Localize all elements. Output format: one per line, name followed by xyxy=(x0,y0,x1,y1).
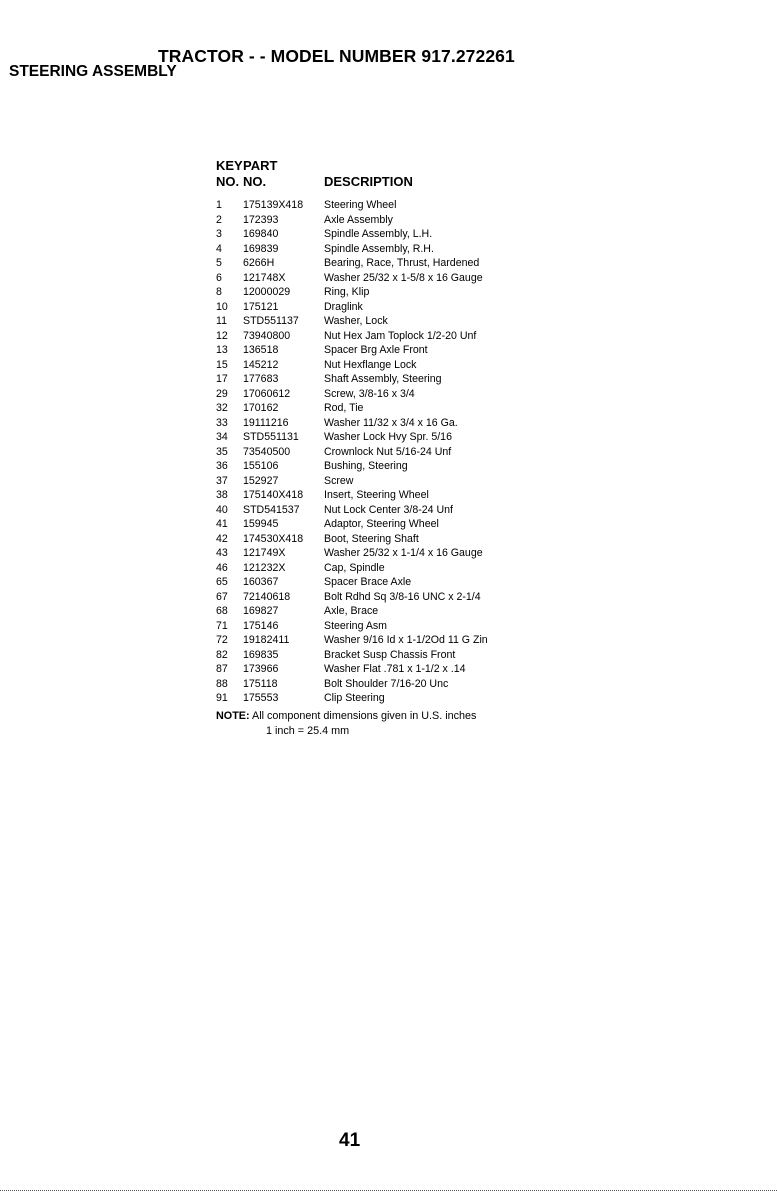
table-row xyxy=(216,590,576,605)
part-description: Spindle Assembly, L.H. xyxy=(324,228,433,240)
column-header-key-bottom: NO. xyxy=(216,174,240,189)
table-row xyxy=(216,488,576,503)
column-header-description: DESCRIPTION xyxy=(324,174,413,189)
key-number: 10 xyxy=(216,300,228,313)
key-number: 17 xyxy=(216,373,228,385)
table-row xyxy=(216,546,576,561)
key-number: 8 xyxy=(216,286,222,298)
part-description: Screw xyxy=(324,474,354,487)
key-number: 37 xyxy=(216,474,228,487)
part-number: 6266H xyxy=(243,257,275,269)
part-description: Washer 25/32 x 1-5/8 x 16 Gauge xyxy=(324,271,483,284)
table-row xyxy=(216,198,576,213)
key-number: 29 xyxy=(216,387,228,400)
part-number: STD551137 xyxy=(243,315,299,327)
part-number: 175553 xyxy=(243,692,279,704)
table-row xyxy=(216,387,576,402)
parts-list xyxy=(216,198,576,706)
part-number: 121232X xyxy=(243,561,286,574)
key-number: 91 xyxy=(216,692,228,704)
column-header-key-top: KEY xyxy=(216,158,243,173)
part-number: 169839 xyxy=(243,242,279,255)
part-description: Boot, Steering Shaft xyxy=(324,532,419,545)
table-row xyxy=(216,401,576,416)
key-number: 13 xyxy=(216,344,228,356)
part-number: 174530X418 xyxy=(243,532,304,545)
table-row xyxy=(216,633,576,648)
page-title: TRACTOR - - MODEL NUMBER 917.272261 xyxy=(158,46,515,66)
part-description: Washer 11/32 x 3/4 x 16 Ga. xyxy=(324,416,458,429)
key-number: 68 xyxy=(216,605,228,617)
part-number: STD551131 xyxy=(243,431,299,443)
part-number: 19111216 xyxy=(243,416,289,429)
part-number: 172393 xyxy=(243,213,279,226)
part-number: 72140618 xyxy=(243,590,291,603)
table-row xyxy=(216,575,576,590)
key-number: 67 xyxy=(216,590,228,603)
part-number: 160367 xyxy=(243,576,279,588)
table-row xyxy=(216,662,576,677)
table-row xyxy=(216,285,576,300)
table-row xyxy=(216,474,576,489)
key-number: 88 xyxy=(216,677,228,690)
part-description: Washer Flat .781 x 1-1/2 x .14 xyxy=(324,663,466,675)
part-description: Nut Lock Center 3/8-24 Unf xyxy=(324,503,453,516)
key-number: 33 xyxy=(216,416,228,429)
key-number: 72 xyxy=(216,634,228,646)
key-number: 12 xyxy=(216,329,228,342)
table-row xyxy=(216,242,576,257)
part-number: 177683 xyxy=(243,373,279,385)
page-number: 41 xyxy=(339,1130,361,1151)
table-row xyxy=(216,358,576,373)
table-row xyxy=(216,213,576,228)
part-number: 169835 xyxy=(243,648,279,661)
part-number: 19182411 xyxy=(243,634,290,646)
key-number: 36 xyxy=(216,460,228,472)
part-number: 145212 xyxy=(243,358,279,371)
bottom-rule xyxy=(0,1190,777,1191)
part-description: Adaptor, Steering Wheel xyxy=(324,518,439,530)
part-description: Washer, Lock xyxy=(324,315,388,327)
column-header-part-bottom: NO. xyxy=(243,174,267,189)
part-description: Steering Wheel xyxy=(324,199,397,211)
table-row xyxy=(216,604,576,619)
part-description: Steering Asm xyxy=(324,619,388,632)
key-number: 2 xyxy=(216,213,222,226)
table-row xyxy=(216,691,576,706)
key-number: 65 xyxy=(216,576,228,588)
part-number: 155106 xyxy=(243,460,279,472)
table-row xyxy=(216,648,576,663)
key-number: 35 xyxy=(216,445,228,458)
part-description: Washer 25/32 x 1-1/4 x 16 Gauge xyxy=(324,547,483,559)
part-description: Draglink xyxy=(324,300,363,313)
part-description: Screw, 3/8-16 x 3/4 xyxy=(324,387,415,400)
part-number: 121749X xyxy=(243,547,286,559)
unit-conversion: 1 inch = 25.4 mm xyxy=(266,725,350,737)
part-description: Washer 9/16 Id x 1-1/2Od 11 G Zin xyxy=(324,634,488,646)
key-number: 6 xyxy=(216,271,222,284)
part-number: 173966 xyxy=(243,663,279,675)
part-description: Washer Lock Hvy Spr. 5/16 xyxy=(324,431,452,443)
part-description: Rod, Tie xyxy=(324,402,364,414)
part-description: Nut Hex Jam Toplock 1/2-20 Unf xyxy=(324,329,477,342)
part-description: Spacer Brace Axle xyxy=(324,576,412,588)
part-number: 175146 xyxy=(243,619,279,632)
part-number: 12000029 xyxy=(243,286,291,298)
part-number: 73540500 xyxy=(243,445,291,458)
part-number: 175140X418 xyxy=(243,489,304,501)
table-row xyxy=(216,314,576,329)
key-number: 71 xyxy=(216,619,228,632)
table-row xyxy=(216,445,576,460)
column-header-part-top: PART xyxy=(243,158,278,173)
key-number: 32 xyxy=(216,402,228,414)
part-description: Cap, Spindle xyxy=(324,561,385,574)
key-number: 4 xyxy=(216,242,222,255)
part-description: Shaft Assembly, Steering xyxy=(324,373,442,385)
part-description: Nut Hexflange Lock xyxy=(324,358,417,371)
part-description: Bracket Susp Chassis Front xyxy=(324,648,456,661)
note-label: NOTE: xyxy=(216,710,250,722)
key-number: 34 xyxy=(216,431,228,443)
part-number: 175121 xyxy=(243,300,279,313)
section-title: STEERING ASSEMBLY xyxy=(9,63,177,80)
key-number: 87 xyxy=(216,663,228,675)
part-number: STD541537 xyxy=(243,503,300,516)
part-number: 169840 xyxy=(243,228,279,240)
key-number: 41 xyxy=(216,518,228,530)
part-number: 73940800 xyxy=(243,329,291,342)
part-description: Insert, Steering Wheel xyxy=(324,489,429,501)
key-number: 11 xyxy=(216,315,227,327)
table-row xyxy=(216,416,576,431)
table-row xyxy=(216,430,576,445)
part-number: 169827 xyxy=(243,605,279,617)
part-description: Bearing, Race, Thrust, Hardened xyxy=(324,257,480,269)
part-number: 121748X xyxy=(243,271,286,284)
key-number: 46 xyxy=(216,561,228,574)
table-row xyxy=(216,532,576,547)
table-row xyxy=(216,329,576,344)
part-description: Clip Steering xyxy=(324,692,385,704)
part-number: 159945 xyxy=(243,518,279,530)
part-description: Bolt Rdhd Sq 3/8-16 UNC x 2-1/4 xyxy=(324,590,481,603)
table-row xyxy=(216,503,576,518)
key-number: 1 xyxy=(216,199,222,211)
part-number: 152927 xyxy=(243,474,279,487)
part-description: Spacer Brg Axle Front xyxy=(324,344,428,356)
part-number: 175118 xyxy=(243,677,278,690)
key-number: 3 xyxy=(216,228,222,240)
part-description: Crownlock Nut 5/16-24 Unf xyxy=(324,445,452,458)
part-description: Axle, Brace xyxy=(324,605,379,617)
table-row xyxy=(216,300,576,315)
table-row xyxy=(216,256,576,271)
key-number: 5 xyxy=(216,257,222,269)
key-number: 42 xyxy=(216,532,228,545)
note-text: All component dimensions given in U.S. inches xyxy=(249,710,477,722)
key-number: 40 xyxy=(216,503,228,516)
part-number: 17060612 xyxy=(243,387,291,400)
key-number: 82 xyxy=(216,648,228,661)
key-number: 43 xyxy=(216,547,228,559)
part-description: Bushing, Steering xyxy=(324,460,408,472)
note xyxy=(216,710,476,722)
table-row xyxy=(216,561,576,576)
table-row xyxy=(216,227,576,242)
part-description: Axle Assembly xyxy=(324,213,393,226)
part-number: 136518 xyxy=(243,344,279,356)
table-row xyxy=(216,372,576,387)
part-description: Spindle Assembly, R.H. xyxy=(324,242,434,255)
part-description: Ring, Klip xyxy=(324,286,370,298)
table-row xyxy=(216,517,576,532)
table-row xyxy=(216,343,576,358)
table-row xyxy=(216,271,576,286)
part-description: Bolt Shoulder 7/16-20 Unc xyxy=(324,677,449,690)
key-number: 38 xyxy=(216,489,228,501)
part-number: 170162 xyxy=(243,402,279,414)
table-row xyxy=(216,677,576,692)
key-number: 15 xyxy=(216,358,228,371)
table-row xyxy=(216,619,576,634)
table-row xyxy=(216,459,576,474)
part-number: 175139X418 xyxy=(243,199,304,211)
